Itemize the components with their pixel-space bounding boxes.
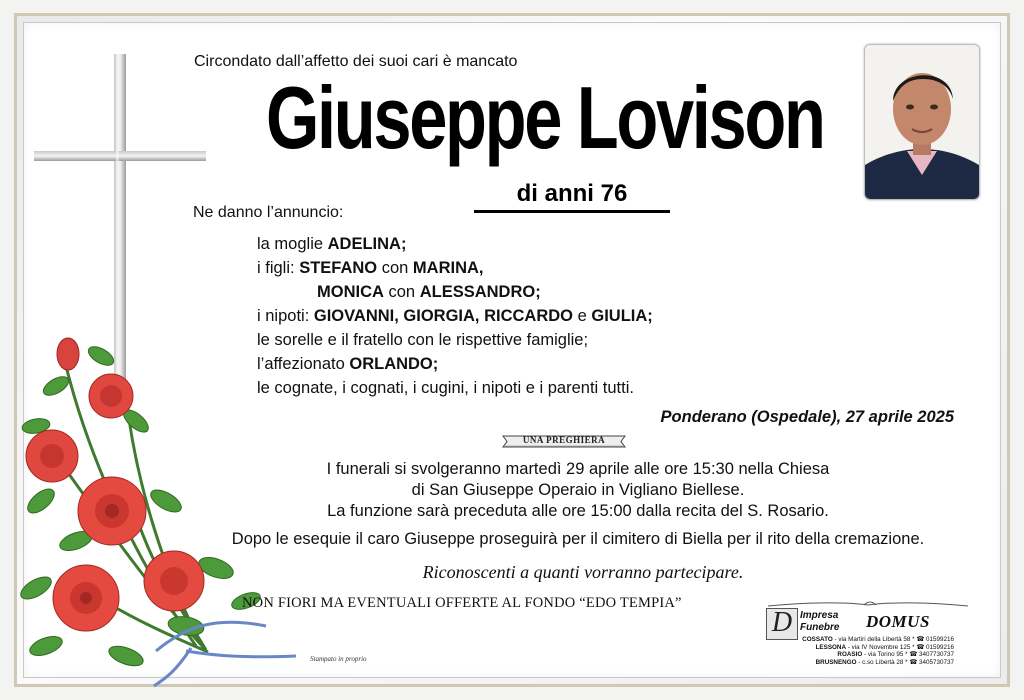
- family-relatives: le cognate, i cognati, i cugini, i nipoti e i parenti tutti.: [257, 379, 634, 397]
- prayer-banner: [499, 434, 629, 449]
- funeral-home-logo: D: [766, 608, 798, 640]
- age-label: di anni 76: [474, 180, 670, 213]
- prayer-label: UNA PREGHIERA: [522, 435, 606, 445]
- funeral-line-1: I funerali si svolgeranno martedì 29 aprile alle ore 15:30 nella Chiesa: [326, 460, 830, 478]
- no-flowers-text: NON FIORI MA EVENTUALI OFFERTE AL FONDO “EDO TEMPIA”: [242, 595, 682, 611]
- family-list: [257, 232, 653, 400]
- family-wife: la moglie ADELINA;: [257, 235, 407, 253]
- intro-text: Circondato dall’affetto dei suoi cari è mancato: [194, 53, 518, 70]
- address-line: COSSATO - via Martiri della Libertà 58 * ☎ 01599216: [802, 636, 954, 643]
- funeral-home-name: DOMUS: [866, 612, 930, 631]
- funeral-home-type: Impresa Funebre: [800, 610, 840, 633]
- deceased-name: Giuseppe Lovison: [266, 68, 824, 167]
- funeral-line-2: di San Giuseppe Operaio in Vigliano Biellese.: [411, 481, 745, 499]
- family-friend: l’affezionato ORLANDO;: [257, 355, 439, 373]
- family-grandchildren: i nipoti: GIOVANNI, GIORGIA, RICCARDO e GIULIA;: [257, 307, 653, 325]
- family-siblings: le sorelle e il fratello con le rispettive famiglie;: [257, 331, 589, 349]
- funeral-info: [190, 459, 966, 522]
- funeral-home-block: [764, 596, 974, 666]
- printed-by-text: Stampato in proprio: [310, 655, 367, 663]
- portrait-photo: [864, 44, 980, 200]
- announcement-lead: Ne danno l’annuncio:: [193, 204, 344, 221]
- funeral-home-addresses: [794, 636, 954, 666]
- flourish-icon: [768, 600, 968, 610]
- family-children: i figli: STEFANO con MARINA,: [257, 259, 484, 277]
- funeral-line-3: La funzione sarà preceduta alle ore 15:00 dalla recita del S. Rosario.: [327, 502, 829, 520]
- after-service-text: Dopo le esequie il caro Giuseppe proseguirà per il cimitero di Biella per il rito della cremazione.: [231, 530, 925, 548]
- address-line: ROASIO - via Torino 95 * ☎ 3407730737: [837, 651, 954, 659]
- address-line: LESSONA - via IV Novembre 125 * ☎ 01599216: [815, 643, 954, 651]
- thanks-text: Riconoscenti a quanti vorranno partecipare.: [422, 562, 744, 582]
- family-children-cont: MONICA con ALESSANDRO;: [317, 283, 541, 301]
- address-line: BRUSNENGO - c.so Libertà 28 * ☎ 3405730737: [815, 658, 954, 666]
- place-date: Ponderano (Ospedale), 27 aprile 2025: [660, 408, 954, 426]
